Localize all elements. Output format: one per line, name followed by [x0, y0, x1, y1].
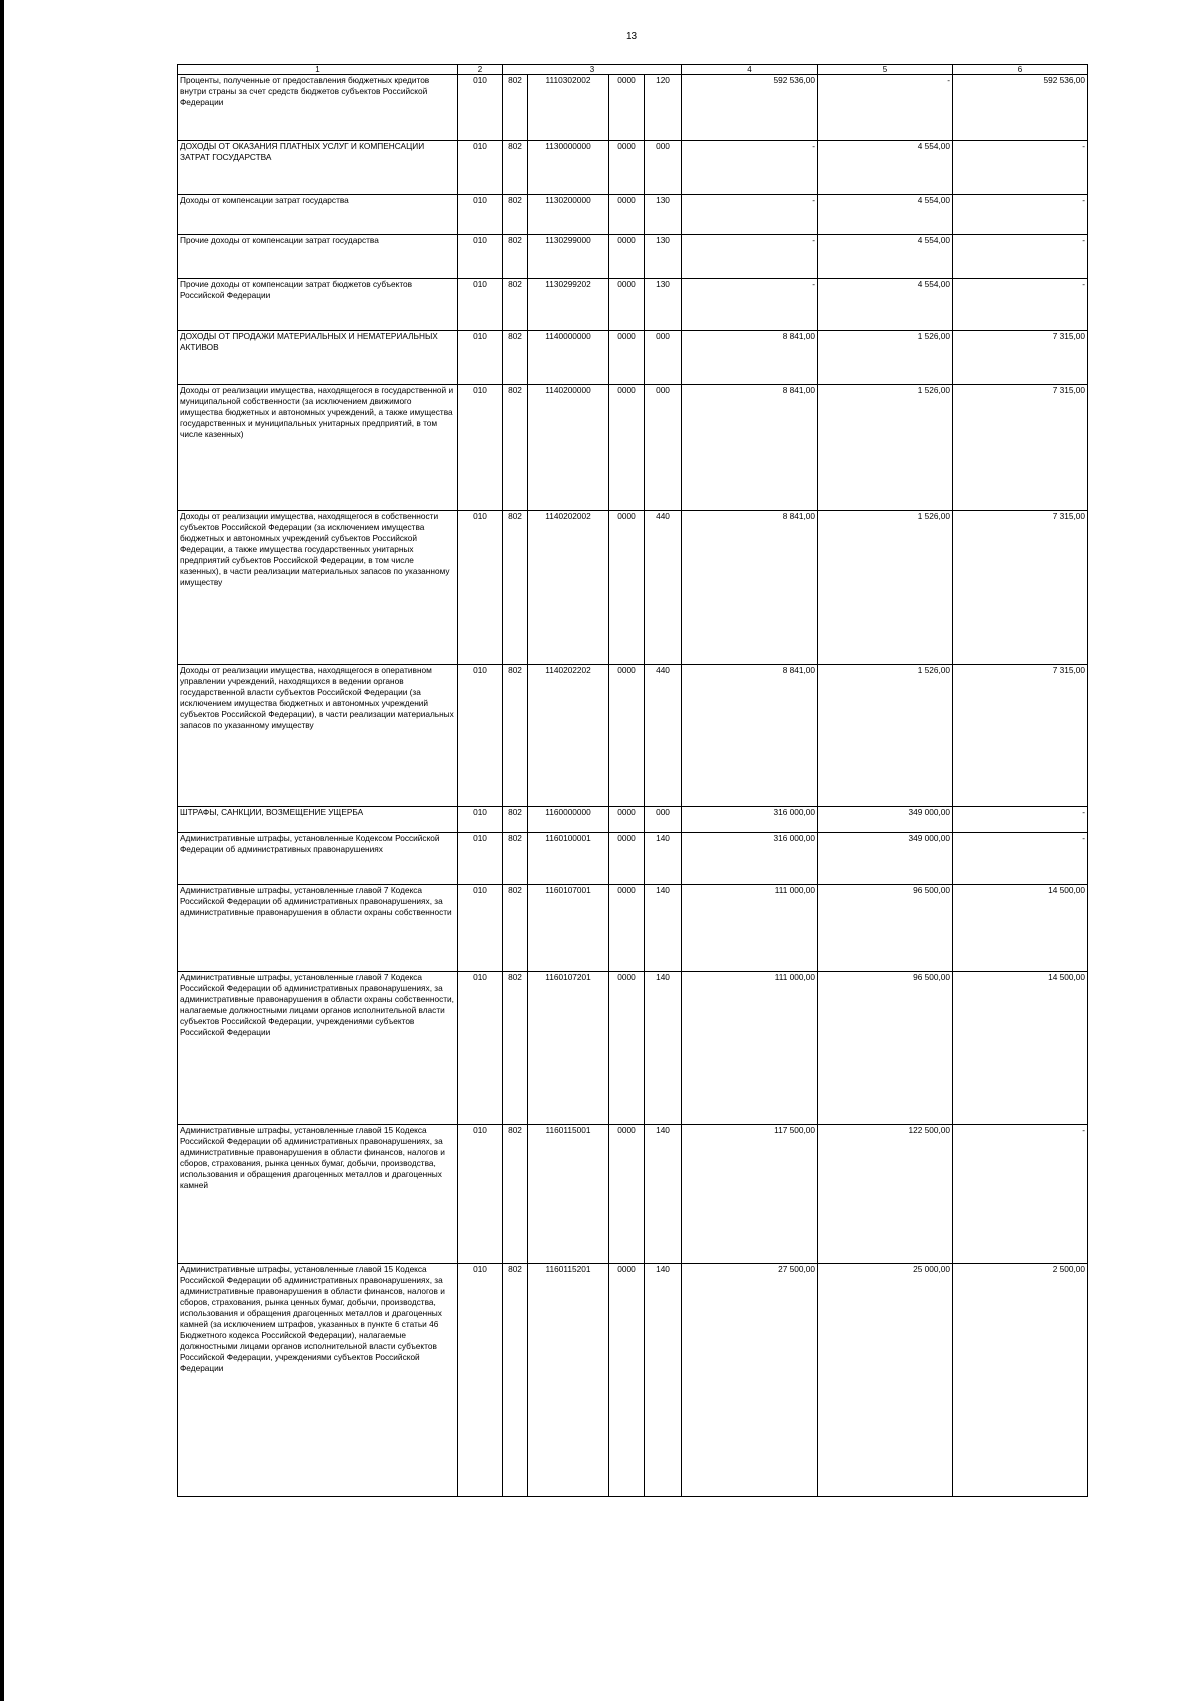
amount-col-4: 316 000,00: [682, 807, 818, 833]
admin-code: 010: [458, 1264, 503, 1497]
chapter-code: 802: [503, 195, 528, 235]
amount-col-6: -: [953, 279, 1088, 331]
amount-col-5: 4 554,00: [818, 279, 953, 331]
revenue-code: 1160000000: [528, 807, 609, 833]
amount-col-6: -: [953, 235, 1088, 279]
amount-col-6: -: [953, 141, 1088, 195]
revenue-code: 1130299000: [528, 235, 609, 279]
table-row: [178, 511, 1088, 665]
kosgu-code: 130: [645, 195, 682, 235]
amount-col-4: 8 841,00: [682, 331, 818, 385]
program-code: 0000: [609, 972, 645, 1125]
program-code: 0000: [609, 1264, 645, 1497]
kosgu-code: 120: [645, 75, 682, 141]
program-code: 0000: [609, 141, 645, 195]
amount-col-6: 2 500,00: [953, 1264, 1088, 1497]
kosgu-code: 130: [645, 279, 682, 331]
row-name: Доходы от реализации имущества, находящегося в оперативном управлении учреждений, находящихся в ведении органов государственной власти субъектов Российской Федерации (за исключением имущества бюджетных и автономных учреждений субъектов Российской Федерации), в части реализации материальных запасов по указанному имуществу: [178, 665, 458, 807]
amount-col-6: 7 315,00: [953, 665, 1088, 807]
chapter-code: 802: [503, 1125, 528, 1264]
amount-col-4: -: [682, 235, 818, 279]
page-number: 13: [626, 31, 638, 42]
table-row: [178, 972, 1088, 1125]
amount-col-6: 14 500,00: [953, 972, 1088, 1125]
program-code: 0000: [609, 279, 645, 331]
chapter-code: 802: [503, 1264, 528, 1497]
amount-col-5: 349 000,00: [818, 833, 953, 885]
chapter-code: 802: [503, 665, 528, 807]
table-row: [178, 195, 1088, 235]
revenue-table: [177, 64, 1088, 1497]
amount-col-5: 4 554,00: [818, 235, 953, 279]
amount-col-4: -: [682, 279, 818, 331]
table-row: [178, 1264, 1088, 1497]
kosgu-code: 130: [645, 235, 682, 279]
program-code: 0000: [609, 235, 645, 279]
table-row: [178, 331, 1088, 385]
amount-col-5: 1 526,00: [818, 331, 953, 385]
revenue-code: 1160115201: [528, 1264, 609, 1497]
row-name: Административные штрафы, установленные главой 15 Кодекса Российской Федерации об административных правонарушениях, за административные правонарушения в области финансов, налогов и сборов, страхования, рынка ценных бумаг, добычи, производства, использования и обращения драгоценных металлов и драгоценных камней: [178, 1125, 458, 1264]
amount-col-4: 111 000,00: [682, 972, 818, 1125]
kosgu-code: 440: [645, 511, 682, 665]
column-header-4: 4: [682, 65, 818, 75]
amount-col-6: 592 536,00: [953, 75, 1088, 141]
table-row: [178, 807, 1088, 833]
kosgu-code: 140: [645, 885, 682, 972]
kosgu-code: 000: [645, 331, 682, 385]
amount-col-4: 316 000,00: [682, 833, 818, 885]
amount-col-4: 8 841,00: [682, 385, 818, 511]
amount-col-6: 7 315,00: [953, 511, 1088, 665]
chapter-code: 802: [503, 331, 528, 385]
amount-col-4: 592 536,00: [682, 75, 818, 141]
admin-code: 010: [458, 195, 503, 235]
program-code: 0000: [609, 665, 645, 807]
program-code: 0000: [609, 385, 645, 511]
row-name: Проценты, полученные от предоставления бюджетных кредитов внутри страны за счет средств бюджетов субъектов Российской Федерации: [178, 75, 458, 141]
chapter-code: 802: [503, 279, 528, 331]
row-name: Доходы от компенсации затрат государства: [178, 195, 458, 235]
column-header-5: 5: [818, 65, 953, 75]
table-row: [178, 141, 1088, 195]
amount-col-4: -: [682, 141, 818, 195]
admin-code: 010: [458, 972, 503, 1125]
program-code: 0000: [609, 1125, 645, 1264]
admin-code: 010: [458, 1125, 503, 1264]
amount-col-5: 349 000,00: [818, 807, 953, 833]
column-header-6: 6: [953, 65, 1088, 75]
amount-col-4: 8 841,00: [682, 511, 818, 665]
amount-col-5: 25 000,00: [818, 1264, 953, 1497]
revenue-code: 1160100001: [528, 833, 609, 885]
amount-col-6: -: [953, 195, 1088, 235]
program-code: 0000: [609, 331, 645, 385]
chapter-code: 802: [503, 833, 528, 885]
amount-col-5: 96 500,00: [818, 885, 953, 972]
kosgu-code: 140: [645, 1264, 682, 1497]
scan-left-edge: [0, 0, 4, 1701]
program-code: 0000: [609, 195, 645, 235]
amount-col-5: 4 554,00: [818, 141, 953, 195]
table-row: [178, 279, 1088, 331]
program-code: 0000: [609, 885, 645, 972]
column-header-1: 1: [178, 65, 458, 75]
row-name: Прочие доходы от компенсации затрат бюджетов субъектов Российской Федерации: [178, 279, 458, 331]
row-name: Доходы от реализации имущества, находящегося в государственной и муниципальной собственности (за исключением движимого имущества бюджетных и автономных учреждений, а также имущества государственных и муниципальных унитарных предприятий, в том числе казенных): [178, 385, 458, 511]
amount-col-5: 1 526,00: [818, 385, 953, 511]
revenue-code: 1130200000: [528, 195, 609, 235]
chapter-code: 802: [503, 807, 528, 833]
amount-col-5: 4 554,00: [818, 195, 953, 235]
row-name: Административные штрафы, установленные главой 7 Кодекса Российской Федерации об административных правонарушениях, за административные правонарушения в области охраны собственности, налагаемые должностными лицами органов исполнительной власти субъектов Российской Федерации, учреждениями субъектов Российской Федерации: [178, 972, 458, 1125]
kosgu-code: 000: [645, 141, 682, 195]
revenue-code: 1130000000: [528, 141, 609, 195]
row-name: ДОХОДЫ ОТ ПРОДАЖИ МАТЕРИАЛЬНЫХ И НЕМАТЕРИАЛЬНЫХ АКТИВОВ: [178, 331, 458, 385]
admin-code: 010: [458, 235, 503, 279]
column-header-3: 3: [503, 65, 682, 75]
amount-col-6: 7 315,00: [953, 331, 1088, 385]
row-name: Прочие доходы от компенсации затрат государства: [178, 235, 458, 279]
chapter-code: 802: [503, 511, 528, 665]
amount-col-5: 122 500,00: [818, 1125, 953, 1264]
revenue-code: 1140202202: [528, 665, 609, 807]
admin-code: 010: [458, 511, 503, 665]
table-row: [178, 1125, 1088, 1264]
revenue-code: 1140000000: [528, 331, 609, 385]
header-row: [178, 65, 1088, 75]
table-row: [178, 385, 1088, 511]
row-name: Административные штрафы, установленные главой 15 Кодекса Российской Федерации об административных правонарушениях, за административные правонарушения в области финансов, налогов и сборов, страхования, рынка ценных бумаг, добычи, производства, использования и обращения драгоценных металлов и драгоценных камней (за исключением штрафов, указанных в пункте 6 статьи 46 Бюджетного кодекса Российской Федерации), налагаемые должностными лицами органов исполнительной власти субъектов Российской Федерации, учреждениями субъектов Российской Федерации: [178, 1264, 458, 1497]
admin-code: 010: [458, 833, 503, 885]
chapter-code: 802: [503, 385, 528, 511]
amount-col-4: 111 000,00: [682, 885, 818, 972]
kosgu-code: 440: [645, 665, 682, 807]
revenue-code: 1130299202: [528, 279, 609, 331]
amount-col-4: 117 500,00: [682, 1125, 818, 1264]
revenue-code: 1160107201: [528, 972, 609, 1125]
revenue-code: 1160107001: [528, 885, 609, 972]
table-row: [178, 833, 1088, 885]
chapter-code: 802: [503, 235, 528, 279]
admin-code: 010: [458, 385, 503, 511]
table-row: [178, 665, 1088, 807]
revenue-code: 1140200000: [528, 385, 609, 511]
chapter-code: 802: [503, 885, 528, 972]
amount-col-5: -: [818, 75, 953, 141]
chapter-code: 802: [503, 75, 528, 141]
row-name: Административные штрафы, установленные главой 7 Кодекса Российской Федерации об административных правонарушениях, за административные правонарушения в области охраны собственности: [178, 885, 458, 972]
revenue-code: 1110302002: [528, 75, 609, 141]
amount-col-6: -: [953, 807, 1088, 833]
kosgu-code: 140: [645, 972, 682, 1125]
amount-col-4: 8 841,00: [682, 665, 818, 807]
kosgu-code: 140: [645, 833, 682, 885]
kosgu-code: 140: [645, 1125, 682, 1264]
revenue-code: 1140202002: [528, 511, 609, 665]
admin-code: 010: [458, 279, 503, 331]
revenue-code: 1160115001: [528, 1125, 609, 1264]
amount-col-6: -: [953, 1125, 1088, 1264]
table-row: [178, 75, 1088, 141]
row-name: ДОХОДЫ ОТ ОКАЗАНИЯ ПЛАТНЫХ УСЛУГ И КОМПЕНСАЦИИ ЗАТРАТ ГОСУДАРСТВА: [178, 141, 458, 195]
admin-code: 010: [458, 665, 503, 807]
amount-col-4: -: [682, 195, 818, 235]
program-code: 0000: [609, 833, 645, 885]
program-code: 0000: [609, 807, 645, 833]
kosgu-code: 000: [645, 385, 682, 511]
admin-code: 010: [458, 807, 503, 833]
amount-col-6: 7 315,00: [953, 385, 1088, 511]
program-code: 0000: [609, 511, 645, 665]
kosgu-code: 000: [645, 807, 682, 833]
admin-code: 010: [458, 141, 503, 195]
admin-code: 010: [458, 885, 503, 972]
amount-col-4: 27 500,00: [682, 1264, 818, 1497]
row-name: Доходы от реализации имущества, находящегося в собственности субъектов Российской Федерации (за исключением имущества бюджетных и автономных учреждений субъектов Российской Федерации, а также имущества государственных унитарных предприятий субъектов Российской Федерации, в том числе казенных), в части реализации материальных запасов по указанному имуществу: [178, 511, 458, 665]
admin-code: 010: [458, 75, 503, 141]
amount-col-6: 14 500,00: [953, 885, 1088, 972]
table-row: [178, 885, 1088, 972]
table-row: [178, 235, 1088, 279]
row-name: ШТРАФЫ, САНКЦИИ, ВОЗМЕЩЕНИЕ УЩЕРБА: [178, 807, 458, 833]
chapter-code: 802: [503, 972, 528, 1125]
amount-col-5: 1 526,00: [818, 511, 953, 665]
amount-col-5: 1 526,00: [818, 665, 953, 807]
column-header-2: 2: [458, 65, 503, 75]
program-code: 0000: [609, 75, 645, 141]
admin-code: 010: [458, 331, 503, 385]
chapter-code: 802: [503, 141, 528, 195]
row-name: Административные штрафы, установленные Кодексом Российской Федерации об административных правонарушениях: [178, 833, 458, 885]
amount-col-5: 96 500,00: [818, 972, 953, 1125]
amount-col-6: -: [953, 833, 1088, 885]
